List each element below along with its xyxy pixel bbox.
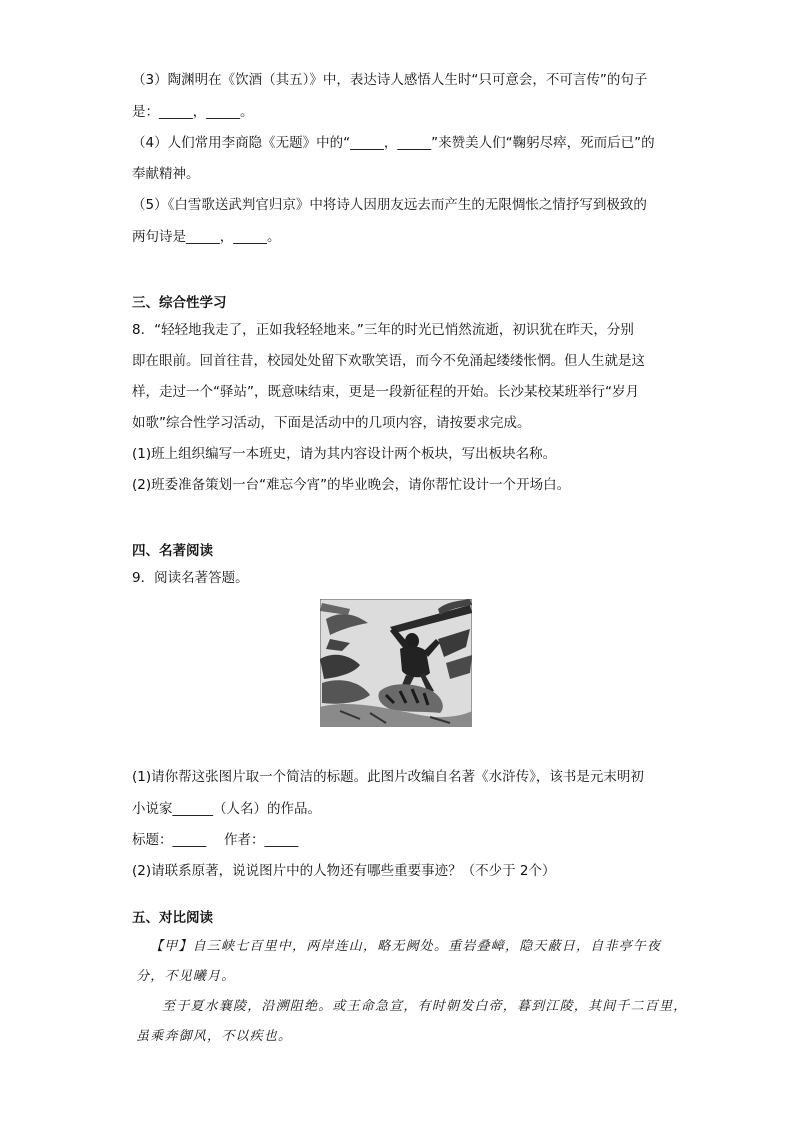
question-9-part1-line2: 小说家______（人名）的作品。 [132, 801, 321, 817]
question-8-part1: (1)班上组织编写一本班史，请为其内容设计两个板块，写出板块名称。 [132, 446, 557, 462]
question-7-4-line2: 奉献精神。 [132, 166, 200, 182]
question-7-3-line2: 是：_____，_____。 [132, 104, 254, 120]
classical-text-line1: 【甲】自三峡七百里中，两岸连山，略无阙处。重岩叠嶂，隐天蔽日，自非亭午夜 [150, 939, 662, 954]
question-8-line3: 样，走过一个“驿站”，既意味结束，更是一段新征程的开始。长沙某校某班举行“岁月 [132, 384, 639, 400]
question-7-5-line1: （5）《白雪歌送武判官归京》中将诗人因朋友远去而产生的无限惆怅之情抒写到极致的 [132, 197, 647, 213]
section-5-heading: 五、对比阅读 [132, 910, 213, 926]
question-8-line1: 8．“轻轻地我走了，正如我轻轻地来。”三年的时光已悄然流逝，初识犹在昨天，分别 [132, 322, 634, 338]
question-8-part2: (2)班委准备策划一台“难忘今宵”的毕业晚会，请你帮忙设计一个开场白。 [132, 477, 571, 493]
question-9-part1-line1: (1)请你帮这张图片取一个简洁的标题。此图片改编自名著《水浒传》，该书是元末明初 [132, 769, 644, 785]
question-8-line2: 即在眼前。回首往昔，校园处处留下欢歌笑语，而今不免涌起缕缕怅惘。但人生就是这 [132, 353, 645, 369]
section-3-heading: 三、综合性学习 [132, 295, 227, 311]
question-7-5-line2: 两句诗是_____，_____。 [132, 229, 281, 245]
question-9-title-author: 标题：_____ 作者：_____ [132, 832, 299, 848]
question-9-intro: 9．阅读名著答题。 [132, 570, 249, 586]
question-7-4-line1: （4）人们常用李商隐《无题》中的“_____，_____”来赞美人们“鞠躬尽瘁，死而后已”的 [132, 135, 655, 151]
tiger-fight-illustration [320, 599, 472, 727]
classical-text-line2: 分，不见曦月。 [136, 969, 236, 984]
classical-text-line4: 虽乘奔御风，不以疾也。 [136, 1029, 293, 1044]
question-9-part2: (2)请联系原著，说说图片中的人物还有哪些重要事迹？（不少于 2个） [132, 863, 556, 879]
question-8-line4: 如歌”综合性学习活动，下面是活动中的几项内容，请按要求完成。 [132, 415, 531, 431]
section-4-heading: 四、名著阅读 [132, 543, 213, 559]
classical-text-line3: 至于夏水襄陵，沿溯阻绝。或王命急宣，有时朝发白帝，暮到江陵，其间千二百里， [162, 999, 688, 1014]
question-7-3-line1: （3）陶渊明在《饮酒（其五）》中，表达诗人感悟人生时“只可意会，不可言传”的句子 [132, 72, 648, 88]
